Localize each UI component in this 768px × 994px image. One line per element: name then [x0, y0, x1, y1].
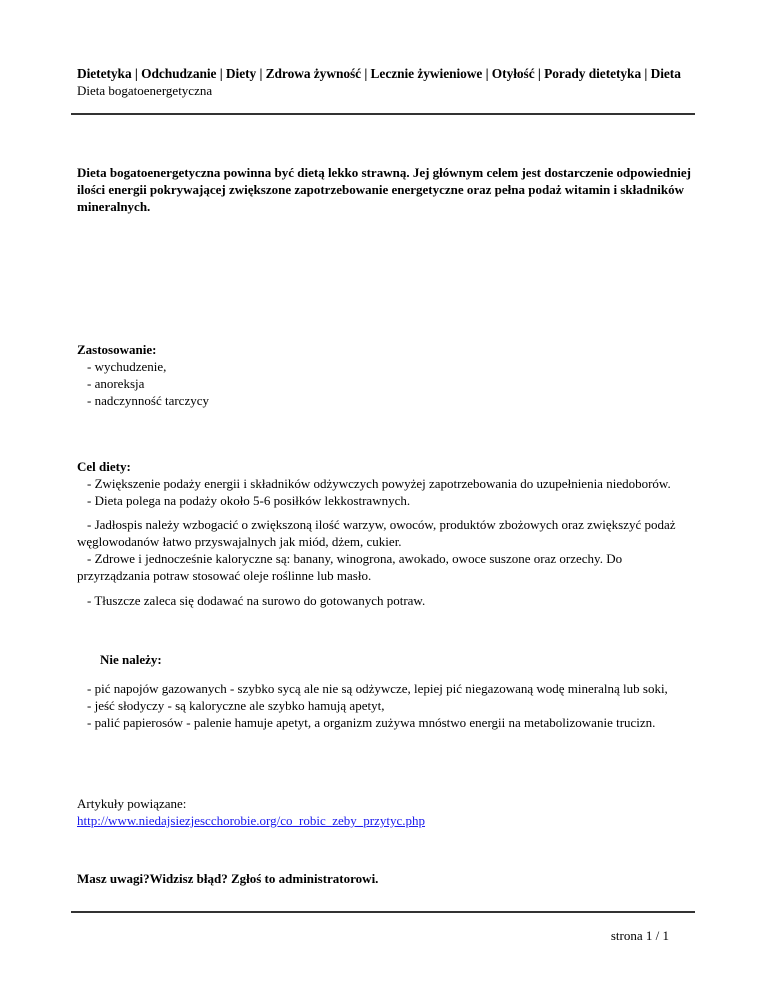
page-subtitle: Dieta bogatoenergetyczna — [77, 83, 213, 98]
list-item: - pić napojów gazowanych - szybko sycą ale nie są odżywcze, lepiej pić niegazowaną wodę mineralną lub soki, — [87, 681, 668, 696]
lead-paragraph: Dieta bogatoenergetyczna powinna być dietą lekko strawną. Jej głównym celem jest dostarczenie odpowiedniej ilości energii pokrywającej zwiększone zapotrzebowanie energetyczne oraz pełna podaż witamin i składników mineralnych. — [77, 165, 691, 214]
breadcrumb: Dietetyka | Odchudzanie | Diety | Zdrowa żywność | Lecznie żywieniowe | Otyłość | Porady dietetyka | Dieta — [77, 66, 681, 81]
related-article-link[interactable]: http://www.niedajsiezjescchorobie.org/co_robic_zeby_przytyc.php — [77, 813, 426, 828]
related-label: Artykuły powiązane: — [77, 796, 187, 811]
zastosowanie-heading: Zastosowanie: — [77, 342, 157, 357]
nie-heading: Nie należy: — [100, 652, 162, 667]
cel-paragraph-3: - Tłuszcze zaleca się dodawać na surowo do gotowanych potraw. — [87, 593, 426, 608]
page-number: strona 1 / 1 — [610, 928, 669, 943]
list-item: - nadczynność tarczycy — [87, 393, 209, 408]
zastosowanie-section — [77, 341, 209, 409]
cel-paragraph-1: - Jadłospis należy wzbogacić o zwiększoną ilość warzyw, owoców, produktów zbożowych oraz zwiększyć podaż węglowodanów łatwo przyswajalnych jak miód, dżem, cukier. — [77, 517, 676, 549]
footer-divider — [71, 911, 695, 913]
cel-heading: Cel diety: — [77, 459, 131, 474]
cel-paragraph-2: - Zdrowe i jednocześnie kaloryczne są: banany, winogrona, awokado, owoce suszone oraz orzechy. Do przyrządzania potraw stosować oleje roślinne lub masło. — [77, 551, 623, 583]
list-item: - palić papierosów - palenie hamuje apetyt, a organizm zużywa mnóstwo energii na metabolizowanie trucizn. — [87, 715, 656, 730]
list-item: - anoreksja — [87, 376, 145, 391]
list-item: - wychudzenie, — [87, 359, 167, 374]
list-item: - Zwiększenie podaży energii i składników odżywczych powyżej zapotrzebowania do uzupełnienia niedoborów. — [87, 476, 671, 491]
nie-list — [77, 680, 668, 731]
cel-section — [77, 458, 717, 509]
list-item: - Dieta polega na podaży około 5-6 posiłków lekkostrawnych. — [87, 493, 411, 508]
feedback-note: Masz uwagi?Widzisz błąd? Zgłoś to administratorowi. — [77, 871, 379, 886]
list-item: - jeść słodyczy - są kaloryczne ale szybko hamują apetyt, — [87, 698, 385, 713]
related-articles — [77, 795, 425, 829]
header-divider — [71, 113, 695, 115]
